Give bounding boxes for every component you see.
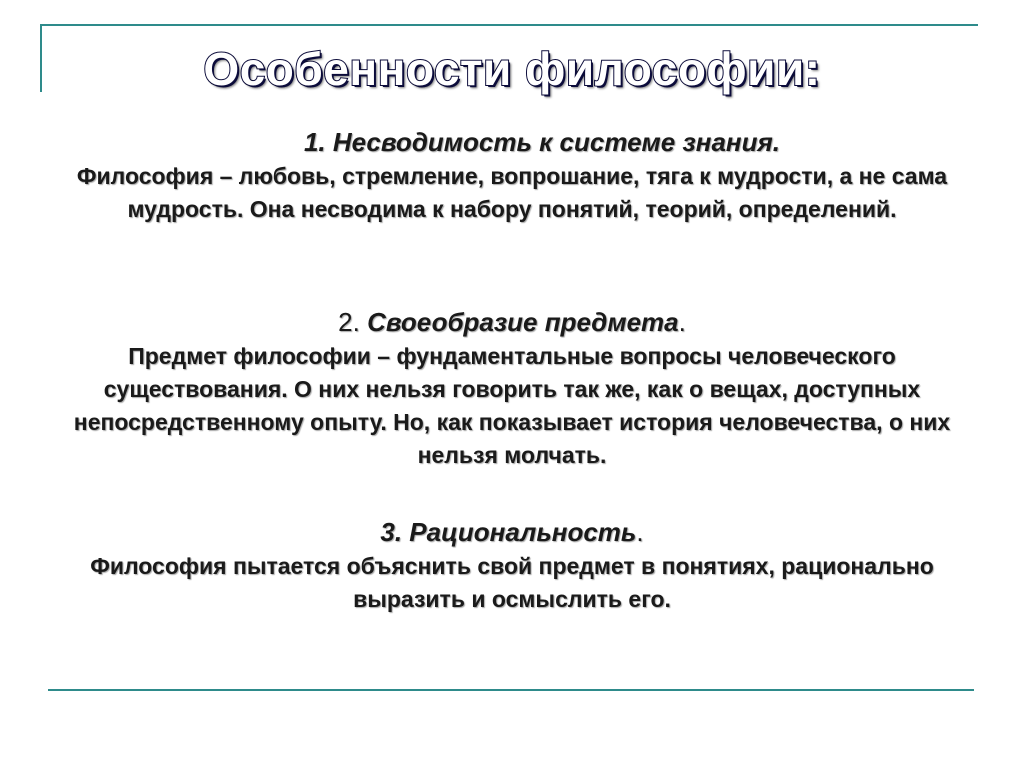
section-2-heading-line bbox=[60, 304, 964, 340]
slide-title: Особенности философии: bbox=[203, 43, 821, 95]
section-3-heading-line bbox=[60, 514, 964, 550]
section-1-body: Философия – любовь, стремление, вопрошание, тяга к мудрости, а не сама мудрость. Она несводима к набору понятий, теорий, определений. bbox=[76, 163, 948, 222]
section-3-body: Философия пытается объяснить свой предмет в понятиях, рационально выразить и осмыслить его. bbox=[90, 553, 934, 612]
section-2-heading: Своеобразие предмета bbox=[367, 307, 679, 337]
section-2-body: Предмет философии – фундаментальные вопросы человеческого существования. О них нельзя говорить так же, как о вещах, доступных непосредственному опыту. Но, как показывает история человечества, о них нельзя молчать. bbox=[73, 343, 951, 468]
section-1-heading: 1. Несводимость к системе знания. bbox=[303, 127, 781, 157]
section-1 bbox=[60, 124, 964, 226]
section-3 bbox=[60, 514, 964, 616]
bottom-divider-line bbox=[48, 689, 974, 691]
top-divider-line bbox=[40, 24, 978, 26]
section-3-heading-period: . bbox=[636, 517, 644, 547]
section-2-number: 2. bbox=[338, 307, 360, 337]
section-2-heading-period: . bbox=[678, 307, 686, 337]
section-3-heading: 3. Рациональность bbox=[380, 517, 637, 547]
section-2 bbox=[60, 304, 964, 472]
